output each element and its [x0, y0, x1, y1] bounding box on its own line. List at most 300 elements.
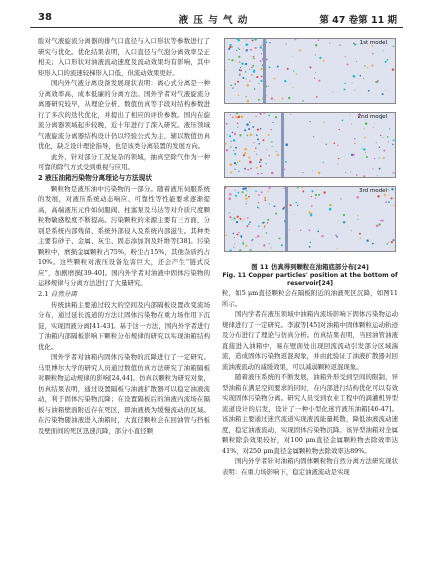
particle-dot	[333, 142, 335, 144]
particle-dot	[239, 218, 241, 220]
particle-dot	[354, 143, 355, 144]
particle-dot	[285, 143, 288, 146]
particle-dot	[257, 235, 259, 237]
particle-dot	[235, 116, 237, 118]
particle-dot	[232, 116, 234, 118]
particle-dot	[274, 99, 275, 100]
particle-dot	[288, 97, 290, 99]
particle-dot	[293, 70, 294, 71]
particle-dot	[323, 162, 324, 163]
particle-dot	[256, 76, 258, 78]
particle-dot	[363, 148, 365, 150]
particle-dot	[273, 122, 274, 123]
particle-dot	[264, 113, 265, 114]
particle-scatter-2	[225, 113, 395, 177]
particle-dot	[246, 44, 248, 46]
particle-dot	[364, 137, 366, 139]
particle-dot	[238, 94, 240, 96]
particle-dot	[243, 48, 244, 49]
particle-dot	[230, 171, 232, 173]
particle-dot	[388, 242, 389, 243]
particle-dot	[257, 173, 259, 175]
particle-dot	[295, 202, 297, 204]
particle-dot	[226, 149, 228, 151]
particle-dot	[303, 172, 304, 173]
particle-dot	[242, 243, 244, 245]
particle-dot	[392, 239, 394, 241]
particle-dot	[318, 172, 321, 175]
particle-dot	[225, 70, 226, 71]
particle-dot	[234, 243, 235, 244]
subsection-number: 2.1	[38, 289, 49, 298]
particle-dot	[273, 78, 275, 80]
particle-dot	[242, 77, 244, 79]
particle-dot	[342, 120, 344, 122]
particle-dot	[359, 238, 361, 240]
particle-dot	[357, 215, 358, 216]
particle-dot	[380, 220, 382, 222]
particle-dot	[250, 168, 252, 170]
particle-dot	[329, 42, 331, 44]
particle-dot	[255, 190, 257, 192]
particle-dot	[233, 246, 234, 247]
particle-dot	[234, 169, 235, 170]
particle-dot	[384, 194, 386, 196]
particle-dot	[323, 60, 325, 62]
particle-dot	[374, 158, 375, 159]
model-panel-3	[224, 186, 396, 252]
particle-dot	[263, 244, 265, 246]
particle-dot	[314, 78, 315, 79]
particle-dot	[382, 93, 384, 95]
particle-dot	[245, 197, 247, 199]
particle-dot	[237, 216, 239, 218]
particle-dot	[247, 135, 249, 137]
particle-dot	[316, 96, 318, 98]
paragraph: 粒，如5 μm直径颗粒会在隔板附近的油液死区沉降，如图11所示。	[222, 289, 398, 308]
particle-dot	[311, 205, 313, 207]
particle-dot	[371, 64, 373, 66]
particle-dot	[350, 115, 351, 116]
particle-dot	[230, 163, 233, 166]
particle-dot	[292, 56, 293, 57]
particle-dot	[264, 199, 266, 201]
particle-dot	[379, 168, 381, 170]
particle-dot	[251, 240, 253, 242]
particle-dot	[385, 201, 387, 203]
particle-dot	[379, 157, 380, 158]
particle-dot	[357, 219, 358, 220]
particle-dot	[237, 81, 239, 83]
paragraph: 国内外学者针对油箱内固体颗粒物自然分离方法研究现状表明：在重力场影响下，稳定油液流动是实现	[222, 457, 398, 476]
particle-dot	[318, 39, 320, 41]
particle-dot	[243, 241, 244, 242]
particle-dot	[236, 221, 238, 223]
particle-dot	[350, 171, 351, 172]
particle-dot	[242, 221, 243, 222]
particle-dot	[272, 146, 273, 147]
particle-dot	[249, 122, 250, 123]
particle-dot	[248, 156, 250, 158]
particle-dot	[311, 190, 313, 192]
figure-caption-cn: 图 11 仿真得到颗粒在油箱底部分布[24]	[251, 263, 369, 271]
particle-dot	[225, 235, 227, 237]
particle-dot	[266, 149, 267, 150]
particle-dot	[260, 128, 261, 129]
particle-dot	[319, 57, 321, 59]
particle-dot	[356, 61, 357, 62]
subsection-title: 自然分离	[50, 289, 77, 298]
particle-dot	[238, 170, 239, 171]
particle-dot	[235, 195, 237, 197]
particle-dot	[244, 168, 246, 170]
particle-dot	[245, 63, 247, 65]
particle-dot	[239, 160, 241, 162]
paragraph: 国外学者对油箱内固体污染物的沉降进行了一定研究。马里博尔大学的研究人员通过数值仿真方法研究了油箱隔板对颗粒物运动规律的影响[24,44]。仿真以颗粒为研究对象，仿真结果表明，通过设置隔板与油液扩散器可以稳定油液流动，利于固体污染物沉降；在设置隔板后的油液内流场在隔板与油箱壁面附近存在死区，即油液极为缓慢流动的区域。在污染物随油液进入油箱时，大直径颗粒会在回油管与挡板及壁面间的死区迅速沉降，部分小直径颗	[38, 353, 210, 435]
particle-dot	[264, 197, 266, 199]
particle-dot	[344, 88, 346, 90]
particle-dot	[269, 42, 270, 43]
particle-dot	[255, 47, 257, 49]
particle-dot	[392, 144, 394, 146]
particle-dot	[236, 113, 238, 114]
particle-dot	[235, 190, 236, 191]
paragraph: 传统油箱主要通过较大的空间及内部隔板设置改变流场分布，通过延长流道的方法让固体污染物在重力场作用下沉淀，实现固液分离[41-43]。基于这一方法，国内外学者进行了油箱内部隔板影响下颗粒分布规律的研究以实现油箱结构优化。	[38, 300, 210, 351]
particle-dot	[233, 233, 235, 235]
particle-dot	[255, 237, 256, 238]
particle-dot	[239, 134, 241, 136]
particle-dot	[241, 63, 243, 65]
particle-dot	[388, 189, 390, 191]
particle-dot	[244, 129, 246, 131]
particle-dot	[366, 239, 368, 241]
paragraph: 国内外气液分离设备发展现状表明：离心式分离是一种分离效率高、成本低廉的分离方法。国外学者对气液旋流分离器研究较早，从理论分析、数值仿真等手段对结构参数进行了多次的迭代优化，并提出了相应的评价参数。国内在旋流分离器领域起步较晚，近十年进行了深入研究。液压领域气液旋流分离器结构设计仍以经验公式为主，辅以数值仿真优化，缺乏设计理论指导，也是该类分离装置的发展方向。	[38, 79, 210, 150]
particle-scatter-3	[225, 187, 395, 251]
particle-dot	[249, 221, 251, 223]
particle-dot	[310, 241, 312, 243]
particle-dot	[244, 152, 246, 154]
particle-dot	[275, 116, 277, 118]
particle-dot	[260, 165, 262, 167]
particle-dot	[257, 128, 259, 130]
particle-dot	[351, 82, 352, 83]
particle-dot	[312, 170, 313, 171]
subsection-heading	[38, 289, 210, 300]
particle-dot	[365, 152, 366, 153]
particle-dot	[290, 204, 292, 206]
particle-dot	[391, 241, 393, 243]
particle-dot	[281, 244, 283, 246]
particle-dot	[317, 231, 319, 233]
particle-dot	[256, 116, 257, 117]
particle-dot	[258, 99, 260, 101]
particle-dot	[351, 230, 352, 231]
particle-dot	[323, 191, 326, 194]
particle-dot	[387, 59, 389, 61]
particle-dot	[277, 66, 279, 68]
particle-dot	[285, 161, 287, 163]
particle-dot	[240, 235, 242, 237]
particle-dot	[379, 147, 380, 148]
particle-dot	[271, 141, 273, 143]
particle-dot	[235, 147, 237, 149]
paragraph: 此外，针对部分工况复杂的领域，抽真空除气作为一种可靠的除气方式受到重视与应用。	[38, 152, 210, 171]
particle-dot	[229, 212, 230, 213]
particle-dot	[234, 133, 236, 135]
particle-dot	[391, 197, 393, 199]
particle-dot	[286, 43, 287, 44]
particle-dot	[377, 175, 378, 176]
particle-dot	[258, 194, 260, 196]
left-column	[38, 36, 210, 436]
particle-dot	[385, 61, 387, 63]
particle-dot	[364, 65, 365, 66]
particle-dot	[364, 128, 365, 129]
particle-dot	[387, 136, 389, 138]
particle-dot	[239, 249, 241, 251]
paragraph: 颗粒物是液压油中污染物的一部分。随着液压伺服系统的发展，对液压系统动态响应、可靠性等性能要求逐渐提高，高端液压元件如伺服阀、柱塞泵及马达等对介质尺度颗粒物敏感程度不断提高。污染颗粒的来源主要有三方面，分别是系统内部残留、系统外部侵入及系统内部滋生。其种类主要有砂子、金属、灰尘、固态添加剂及纤维等[38]。污染颗粒中，磨损金属颗粒占75%，粉尘占15%，其他杂质约占10%。这些颗粒对液压设备危害巨大，还会产生“链式反应”，加剧磨损[39-40]。国内外学者对油液中固体污染物的运移规律与分离方法进行了大量研究。	[38, 184, 210, 287]
particle-dot	[236, 50, 237, 51]
particle-dot	[248, 128, 250, 130]
particle-dot	[255, 147, 257, 149]
particle-dot	[325, 143, 327, 145]
particle-dot	[253, 58, 255, 60]
particle-dot	[264, 227, 265, 228]
particle-dot	[248, 223, 250, 225]
particle-dot	[367, 67, 368, 68]
particle-dot	[241, 115, 244, 118]
particle-dot	[271, 172, 274, 175]
particle-dot	[256, 167, 258, 169]
particle-dot	[373, 127, 374, 128]
particle-dot	[383, 137, 384, 138]
particle-dot	[309, 229, 311, 231]
particle-dot	[259, 83, 260, 84]
particle-dot	[337, 163, 338, 164]
particle-dot	[238, 116, 240, 118]
particle-dot	[378, 223, 380, 225]
particle-dot	[277, 154, 279, 156]
particle-dot	[269, 243, 270, 244]
particle-dot	[226, 123, 228, 125]
particle-dot	[345, 172, 346, 173]
particle-dot	[246, 225, 248, 227]
particle-dot	[247, 100, 250, 103]
particle-dot	[247, 217, 249, 219]
baffle	[281, 113, 284, 177]
particle-dot	[258, 202, 259, 203]
particle-dot	[246, 96, 247, 97]
particle-dot	[268, 155, 270, 157]
baffle	[263, 39, 266, 103]
particle-dot	[383, 157, 385, 159]
particle-dot	[375, 81, 377, 83]
particle-dot	[338, 158, 339, 159]
particle-dot	[364, 175, 366, 177]
particle-dot	[231, 59, 233, 61]
particle-dot	[246, 39, 247, 40]
particle-dot	[245, 244, 247, 246]
particle-dot	[297, 187, 299, 188]
particle-dot	[252, 65, 254, 67]
particle-dot	[281, 97, 283, 99]
particle-dot	[242, 188, 244, 190]
particle-dot	[237, 234, 239, 236]
particle-dot	[266, 232, 268, 234]
particle-dot	[246, 201, 247, 202]
particle-dot	[263, 222, 265, 224]
particle-dot	[236, 164, 237, 165]
section-heading: 2 液压油箱污染物分离理论与方法现状	[38, 173, 152, 182]
particle-dot	[244, 187, 246, 189]
particle-dot	[344, 83, 345, 84]
particle-dot	[267, 191, 268, 192]
particle-dot	[254, 39, 257, 41]
particle-dot	[228, 197, 231, 200]
particle-dot	[329, 208, 332, 211]
particle-dot	[245, 49, 247, 51]
particle-dot	[338, 221, 339, 222]
particle-dot	[250, 49, 252, 51]
particle-dot	[234, 83, 236, 85]
particle-dot	[251, 67, 253, 69]
particle-dot	[269, 203, 270, 204]
particle-dot	[230, 140, 232, 142]
particle-dot	[293, 87, 294, 88]
particle-dot	[253, 56, 255, 58]
particle-dot	[372, 243, 374, 245]
particle-dot	[290, 114, 291, 115]
particle-dot	[229, 135, 231, 137]
particle-dot	[228, 59, 229, 60]
particle-dot	[296, 73, 297, 74]
particle-dot	[353, 154, 355, 156]
particle-dot	[311, 196, 312, 197]
particle-dot	[356, 174, 358, 176]
particle-dot	[252, 126, 254, 128]
particle-dot	[260, 60, 262, 62]
particle-dot	[294, 214, 295, 215]
particle-dot	[351, 124, 352, 125]
particle-dot	[249, 161, 252, 164]
particle-dot	[382, 50, 383, 51]
particle-dot	[256, 134, 258, 136]
particle-dot	[253, 69, 255, 71]
particle-dot	[382, 220, 384, 222]
particle-dot	[254, 151, 255, 152]
particle-dot	[234, 162, 236, 164]
particle-dot	[270, 129, 272, 131]
particle-dot	[238, 39, 240, 41]
particle-dot	[275, 213, 277, 215]
particle-dot	[239, 49, 240, 50]
particle-dot	[383, 150, 385, 152]
particle-dot	[238, 192, 240, 194]
particle-dot	[353, 75, 356, 78]
particle-dot	[248, 187, 250, 188]
particle-dot	[337, 145, 338, 146]
particle-dot	[372, 53, 373, 54]
particle-dot	[240, 67, 241, 68]
particle-dot	[233, 150, 234, 151]
particle-dot	[237, 122, 239, 124]
particle-dot	[339, 44, 340, 45]
particle-dot	[376, 142, 377, 143]
particle-dot	[238, 232, 239, 233]
particle-dot	[254, 88, 256, 90]
particle-dot	[225, 143, 226, 145]
particle-dot	[362, 148, 363, 149]
particle-dot	[252, 40, 254, 42]
particle-dot	[269, 66, 271, 68]
paragraph: 国内学者在液压领域中油箱内流场影响下固体污染物运动规律进行了一定研究。李淑等[45]对油箱中固体颗粒运动轨迹及分布进行了理论与仿真分析。仿真结果表明，当回油管油液直接进入油箱中，易在壁面处出现回流流动引发部分区域湍流，造成固体污染物返混现象，并由此验证了油液扩散器对回流油液流动的减缓效果，可以减弱颗粒返混现象。	[222, 310, 398, 371]
particle-dot	[337, 248, 338, 249]
particle-dot	[268, 134, 270, 136]
particle-dot	[245, 148, 248, 151]
particle-dot	[261, 173, 262, 174]
particle-dot	[340, 198, 341, 199]
particle-dot	[323, 122, 324, 123]
particle-dot	[239, 61, 240, 62]
particle-dot	[366, 156, 368, 158]
particle-dot	[360, 75, 362, 77]
particle-dot	[239, 73, 241, 75]
model-panel-1	[224, 38, 396, 104]
particle-dot	[225, 187, 226, 189]
particle-dot	[257, 138, 259, 140]
panel-label: 1st model	[359, 40, 387, 46]
particle-dot	[249, 69, 250, 70]
particle-dot	[393, 139, 395, 141]
particle-dot	[260, 159, 262, 161]
particle-dot	[315, 44, 317, 46]
particle-dot	[234, 153, 236, 155]
particle-dot	[354, 138, 356, 140]
particle-dot	[276, 151, 277, 152]
particle-dot	[259, 161, 261, 163]
particle-dot	[246, 190, 247, 191]
particle-dot	[267, 219, 269, 221]
issue-label: 第 47 卷第 11 期	[319, 15, 397, 26]
particle-dot	[287, 68, 289, 70]
particle-dot	[308, 211, 311, 214]
particle-dot	[245, 194, 247, 196]
journal-title: 液 压 与 气 动	[178, 15, 249, 26]
particle-dot	[234, 61, 235, 62]
particle-dot	[315, 72, 316, 73]
particle-dot	[250, 134, 253, 137]
particle-dot	[261, 236, 262, 237]
particle-dot	[264, 225, 266, 227]
particle-dot	[385, 90, 386, 91]
particle-dot	[300, 230, 301, 231]
particle-dot	[261, 191, 263, 193]
particle-dot	[228, 48, 230, 50]
particle-dot	[343, 214, 345, 216]
particle-dot	[389, 128, 390, 129]
particle-dot	[318, 194, 320, 196]
particle-dot	[243, 219, 244, 220]
particle-dot	[233, 139, 235, 141]
particle-dot	[271, 97, 274, 100]
particle-dot	[237, 162, 238, 163]
particle-dot	[267, 222, 268, 223]
particle-dot	[266, 163, 267, 164]
panel-label: 2nd model	[357, 114, 387, 120]
particle-dot	[229, 44, 231, 46]
particle-dot	[233, 217, 235, 219]
particle-dot	[388, 201, 390, 203]
